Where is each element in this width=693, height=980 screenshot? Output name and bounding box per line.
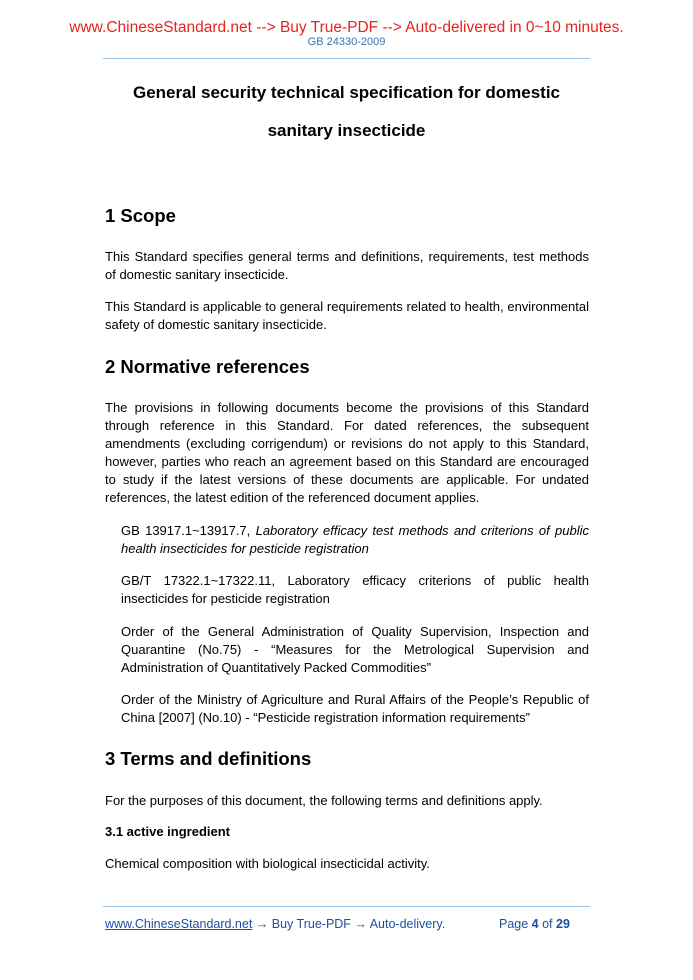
reference-item-4: Order of the Ministry of Agriculture and Rural Affairs of the People’s Republic of China [2007] (No.10) - “Pesticide registration information requirements” <box>121 692 589 725</box>
current-page-number: 4 <box>531 917 539 931</box>
reference-1-title: Laboratory efficacy test methods and criterions of public health insecticides for pesticide registration <box>121 523 589 556</box>
reference-item-1 <box>121 522 589 558</box>
reference-item-2: GB/T 17322.1~17322.11, Laboratory efficacy criterions of public health insecticides for pesticide registration <box>121 573 589 606</box>
footer-divider <box>103 906 590 907</box>
footer-link-line <box>105 917 445 932</box>
scope-paragraph-1: This Standard specifies general terms and definitions, requirements, test methods of domestic sanitary insecticide. <box>105 249 589 282</box>
scope-paragraph-2: This Standard is applicable to general requirements related to health, environmental safety of domestic sanitary insecticide. <box>105 299 589 332</box>
of-label: of <box>538 917 556 931</box>
top-banner-link[interactable]: www.ChineseStandard.net --> Buy True-PDF --> Auto-delivered in 0~10 minutes. <box>69 19 624 36</box>
terms-intro-paragraph: For the purposes of this document, the following terms and definitions apply. <box>105 793 543 808</box>
term-heading-active-ingredient: 3.1 active ingredient <box>105 824 230 839</box>
page-indicator <box>499 917 570 932</box>
footer-website-link[interactable]: www.ChineseStandard.net <box>105 917 253 931</box>
section-heading-scope: 1 Scope <box>105 205 176 226</box>
term-definition-active-ingredient: Chemical composition with biological insecticidal activity. <box>105 856 430 871</box>
standard-code: GB 24330-2009 <box>307 36 386 48</box>
normative-intro-paragraph: The provisions in following documents become the provisions of this Standard through reference in this Standard. For dated references, the subsequent amendments (excluding corrigendum) or revisions do not apply to this Standard, however, parties who reach an agreement based on this Standard are encouraged to study if the latest versions of these documents are applicable. For undated references, the latest edition of the referenced document applies. <box>105 400 589 505</box>
section-heading-terms-definitions: 3 Terms and definitions <box>105 748 312 769</box>
title-line-1: General security technical specification for domestic <box>132 83 561 102</box>
reference-item-3: Order of the General Administration of Quality Supervision, Inspection and Quarantine (No.75) - “Measures for the Metrological Supervision and Administration of Quantitatively Packed Commodities” <box>121 624 589 675</box>
header-divider <box>103 58 590 59</box>
title-line-2: sanitary insecticide <box>267 121 426 140</box>
document-title <box>0 82 693 142</box>
footer-link-rest: → Buy True-PDF → Auto-delivery. <box>252 917 446 931</box>
reference-1-code: GB 13917.1~13917.7, <box>121 523 256 538</box>
page-label: Page <box>499 917 532 931</box>
section-heading-normative-references: 2 Normative references <box>105 356 310 377</box>
total-pages-number: 29 <box>556 917 570 931</box>
